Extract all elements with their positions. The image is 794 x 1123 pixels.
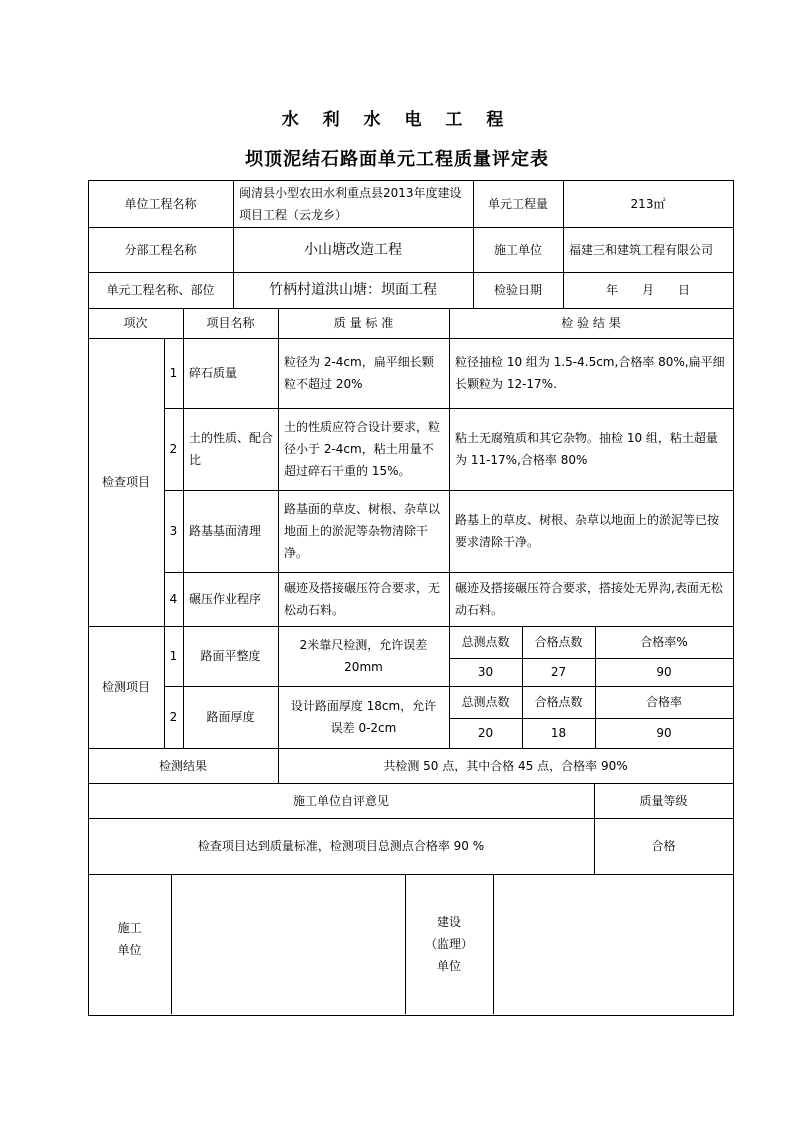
test-result-label: 检测结果 (158, 758, 207, 773)
inspection-row-name: 碎石质量 (189, 366, 238, 380)
column-header-standard: 质 量 标 准 (333, 316, 394, 330)
column-header-item: 项次 (123, 316, 148, 330)
measurement-header-pass: 合格点数 (534, 635, 583, 649)
measurement-header-pass: 合格点数 (534, 695, 583, 709)
supervisor-signature-area (493, 874, 733, 1014)
unit-quantity-label: 单元工程量 (487, 196, 548, 211)
inspection-row-standard: 碾迹及搭接碾压符合要求，无松动石料。 (284, 581, 441, 617)
element-value: 竹柄村道洪山塘：坝面工程 (269, 282, 437, 298)
measurement-value-pass: 27 (550, 665, 567, 679)
document-header-title: 水 利 水 电 工 程 (281, 110, 513, 130)
self-evaluation-label: 施工单位自评意见 (292, 793, 389, 808)
self-evaluation-value: 检查项目达到质量标准，检测项目总测点合格率 90 % (197, 839, 485, 853)
inspection-row-result: 粒径抽检 10 组为 1.5-4.5cm,合格率 80%,扁平细长颗粒为 12-17%. (455, 355, 725, 391)
inspection-row-standard: 土的性质应符合设计要求，粒径小于 2-4cm，粘土用量不超过碎石干重的 15%。 (284, 420, 441, 478)
measurement-header-total: 总测点数 (461, 635, 510, 649)
measurement-value-rate: 90 (656, 665, 672, 679)
quality-grade-label: 质量等级 (639, 793, 688, 808)
inspection-row-standard: 粒径为 2-4cm，扁平细长颗粒不超过 20% (284, 355, 434, 391)
inspection-row-number: 2 (169, 442, 178, 456)
inspection-row-standard: 路基面的草皮、树根、杂草以地面上的淤泥等杂物清除干净。 (284, 502, 441, 560)
measurement-row-number: 1 (169, 649, 178, 663)
measurement-value-total: 20 (477, 726, 494, 740)
test-result-value: 共检测 50 点，其中合格 45 点，合格率 90% (383, 758, 628, 773)
check-date-value: 年 月 日 (605, 283, 690, 297)
measurement-row-standard: 2米靠尺检测，允许误差 20mm (299, 638, 428, 674)
measurement-header-total: 总测点数 (461, 695, 510, 709)
document-form-title: 坝顶泥结石路面单元工程质量评定表 (245, 149, 549, 170)
measurement-group-label: 检测项目 (101, 680, 150, 694)
measurement-value-pass: 18 (550, 726, 567, 740)
contractor-signature-area (171, 874, 405, 1014)
inspection-row-result: 路基上的草皮、树根、杂草以地面上的淤泥等已按要求清除干净。 (455, 513, 720, 549)
contractor-value: 福建三和建筑工程有限公司 (569, 242, 714, 257)
measurement-row-name: 路面平整度 (200, 649, 261, 663)
inspection-row-number: 4 (169, 592, 178, 606)
inspection-row-result: 碾迹及搭接碾压符合要求，搭接处无界沟,表面无松动石料。 (455, 581, 723, 617)
inspection-row-number: 1 (169, 366, 178, 380)
unit-quantity-value: 213㎡ (630, 196, 666, 211)
column-header-name: 项目名称 (206, 316, 255, 330)
measurement-value-rate: 90 (656, 726, 672, 740)
contractor-signature-label: 施工 单位 (117, 921, 142, 957)
measurement-row-standard: 设计路面厚度 18cm，允许误差 0-2cm (290, 699, 437, 735)
element-label: 单元工程名称、部位 (106, 283, 215, 297)
measurement-row-number: 2 (169, 710, 178, 724)
inspection-row-number: 3 (169, 524, 178, 538)
supervisor-signature-label: 建设 （监理） 单位 (424, 915, 473, 973)
inspection-row-result: 粘土无腐殖质和其它杂物。抽检 10 组，粘土超量为 11-17%,合格率 80% (455, 431, 718, 467)
measurement-header-rate: 合格率 (645, 695, 682, 709)
unit-project-label: 单位工程名称 (124, 196, 197, 211)
measurement-row-name: 路面厚度 (206, 710, 255, 724)
unit-project-value: 闽清县小型农田水利重点县2013年度建设项目工程（云龙乡） (239, 185, 462, 222)
measurement-value-total: 30 (477, 665, 494, 679)
sub-project-value: 小山塘改造工程 (304, 241, 402, 258)
measurement-header-rate: 合格率% (640, 635, 688, 649)
column-header-result: 检 验 结 果 (561, 316, 621, 330)
quality-grade-value: 合格 (651, 839, 676, 853)
inspection-row-name: 土的性质、配合比 (189, 431, 274, 467)
inspection-row-name: 碾压作业程序 (189, 592, 262, 606)
contractor-label: 施工单位 (493, 242, 542, 257)
inspection-row-name: 路基基面清理 (189, 524, 262, 538)
check-date-label: 检验日期 (493, 283, 542, 297)
sub-project-label: 分部工程名称 (124, 242, 197, 257)
inspection-group-label: 检查项目 (101, 475, 150, 489)
